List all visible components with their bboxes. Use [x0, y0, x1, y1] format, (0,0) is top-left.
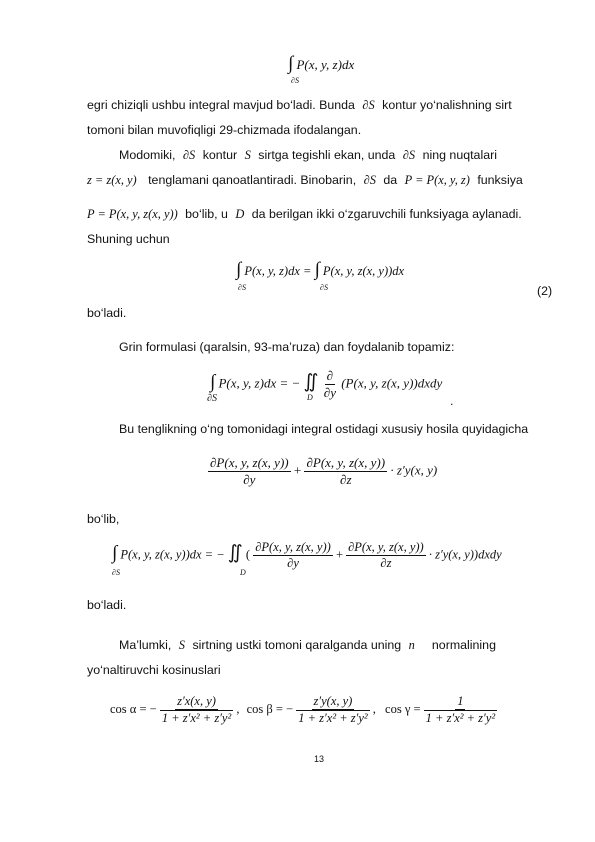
- math-expression: P = P(x, y, z(x, y)): [87, 207, 178, 221]
- math-expression: P = P(x, y, z): [404, 173, 470, 187]
- equation-number: (2): [537, 284, 553, 298]
- equation-lhs: P(x, y, z)dx =: [244, 264, 312, 278]
- paragraph-line: [119, 148, 497, 163]
- paragraph-line: [87, 173, 523, 188]
- equation-direction-cosines: [110, 694, 497, 726]
- integrand: P(x, y, z)dx: [296, 57, 355, 72]
- math-symbol: ∂S: [362, 98, 375, 112]
- fraction-numerator: ∂P(x, y, z(x, y)): [210, 455, 289, 470]
- integral-subscript: ∂S: [291, 76, 299, 85]
- integral-sign: ∫: [314, 259, 320, 280]
- partial-fraction-z: [304, 455, 387, 488]
- integral-subscript: ∂S: [320, 283, 328, 292]
- fraction-numerator: ∂P(x, y, z(x, y)): [348, 540, 424, 554]
- equation-tail: · z′y(x, y): [390, 462, 438, 478]
- text-run: bo‘lib, u: [185, 207, 228, 221]
- fraction-numerator: z′y(x, y): [313, 694, 353, 708]
- fraction-numerator: ∂P(x, y, z(x, y)): [306, 455, 386, 470]
- fraction-denominator: ∂y: [243, 472, 256, 487]
- separator: ,: [236, 701, 240, 716]
- fraction-denominator: ∂y: [287, 556, 299, 570]
- equation-rhs: (P(x, y, z(x, y))dxdy: [341, 375, 443, 391]
- paragraph-line: yo‘naltiruvchi kosinuslari: [87, 663, 221, 677]
- fraction-numerator: ∂P(x, y, z(x, y)): [255, 540, 331, 554]
- math-symbol: ∂S: [363, 173, 376, 187]
- text-run: Modomiki,: [119, 148, 176, 162]
- text-run: egri chiziqli ushbu integral mavjud bo‘ladi. Bunda: [87, 98, 355, 112]
- sqrt-denominator: 1 + z′x² + z′y²: [161, 711, 232, 725]
- plus-sign: +: [293, 462, 302, 478]
- paragraph-line: bo‘lib,: [87, 512, 120, 526]
- sqrt-denominator: 1 + z′x² + z′y²: [298, 711, 368, 725]
- cos-beta-fraction: [296, 694, 369, 726]
- cos-alpha-label: cos α = −: [110, 701, 157, 716]
- partial-fraction-y: [208, 455, 291, 488]
- paragraph-line: bo‘ladi.: [87, 598, 127, 612]
- equation-lhs: P(x, y, z(x, y))dx = −: [120, 547, 225, 562]
- integral-subscript: ∂S: [238, 283, 246, 292]
- partial-fraction-z: [346, 540, 426, 571]
- fraction-numerator: ∂: [326, 368, 334, 383]
- cos-gamma-label: cos γ =: [385, 701, 421, 716]
- integral-sign: ∫: [236, 259, 242, 280]
- cos-gamma-fraction: [424, 694, 497, 726]
- integral-sign: ∫: [288, 53, 294, 74]
- text-run: sirtga tegishli ekan, unda: [258, 148, 396, 162]
- paragraph-line: [87, 98, 512, 113]
- equation-rhs: P(x, y, z(x, y))dx: [322, 264, 405, 278]
- cos-alpha-fraction: [160, 694, 233, 726]
- double-integral-sign: ∬: [303, 371, 319, 393]
- math-expression: z = z(x, y): [87, 173, 137, 187]
- paragraph-line: bo‘ladi.: [87, 306, 127, 320]
- page-number: 13: [314, 754, 325, 764]
- fraction-numerator: 1: [457, 694, 464, 708]
- open-paren: (: [245, 547, 251, 562]
- text-run: ning nuqtalari: [422, 148, 497, 162]
- equation-2: [236, 259, 405, 292]
- text-run: kontur yo‘nalishning sirt: [382, 98, 512, 112]
- fraction-denominator: ∂z: [340, 472, 352, 487]
- paragraph-line: Bu tenglikning o‘ng tomonidagi integral ostidagi xususiy hosila quyidagicha: [119, 422, 529, 436]
- integral-subscript: D: [307, 393, 313, 402]
- double-integral-sign: ∬: [227, 542, 243, 564]
- fraction-denominator: ∂z: [380, 556, 392, 570]
- integral-subscript: D: [240, 568, 246, 577]
- partial-fraction-y: [253, 540, 333, 571]
- integral-subscript: ∂S: [112, 568, 120, 577]
- math-symbol: ∂S: [182, 148, 196, 162]
- equation-partial-sum: [208, 455, 437, 488]
- cos-beta-label: cos β = −: [246, 701, 294, 716]
- sqrt-denominator: 1 + z′x² + z′y²: [425, 711, 496, 725]
- integral-sign: ∫: [210, 371, 216, 393]
- text-run: kontur: [202, 148, 238, 162]
- fraction-denominator: ∂y: [323, 385, 336, 400]
- equation-tail: · z′y(x, y))dxdy: [428, 547, 502, 562]
- integral-subscript: ∂S: [207, 393, 217, 404]
- equation-end-dot: .: [450, 394, 454, 408]
- math-symbol: ∂S: [402, 148, 416, 162]
- separator: ,: [372, 701, 376, 716]
- paragraph-line: Grin formulasi (qaralsin, 93-ma’ruza) dan foydalanib topamiz:: [119, 340, 455, 354]
- paragraph-line: Shuning uchun: [87, 232, 170, 246]
- text-run: da berilgan ikki o‘zgaruvchili funksiyaga aylanadi.: [251, 207, 522, 221]
- math-symbol: D: [235, 207, 245, 221]
- partial-derivative-fraction: [322, 368, 338, 401]
- normal-vector-symbol: n⃗: [408, 638, 425, 652]
- text-run: Ma’lumki,: [119, 638, 172, 652]
- equation-result: [112, 540, 502, 582]
- text-run: normalining: [431, 638, 496, 652]
- text-run: funksiya: [477, 173, 523, 187]
- paragraph-line: [119, 638, 496, 653]
- equation-green: [207, 368, 443, 408]
- math-symbol: S: [178, 638, 185, 652]
- fraction-numerator: z′x(x, y): [177, 694, 216, 708]
- integral-sign: ∫: [112, 542, 118, 564]
- equation-lhs: P(x, y, z)dx = −: [218, 375, 301, 391]
- paragraph-line: [87, 207, 522, 222]
- text-run: da: [383, 173, 398, 187]
- text-run: sirtning ustki tomoni qaralganda uning: [192, 638, 402, 652]
- plus-sign: +: [335, 547, 343, 562]
- paragraph-line: tomoni bilan muvofiqligi 29-chizmada ifodalangan.: [87, 123, 362, 137]
- math-symbol: S: [244, 148, 251, 162]
- equation-line-integral: [288, 53, 355, 85]
- text-run: tenglamani qanoatlantiradi. Binobarin,: [148, 173, 357, 187]
